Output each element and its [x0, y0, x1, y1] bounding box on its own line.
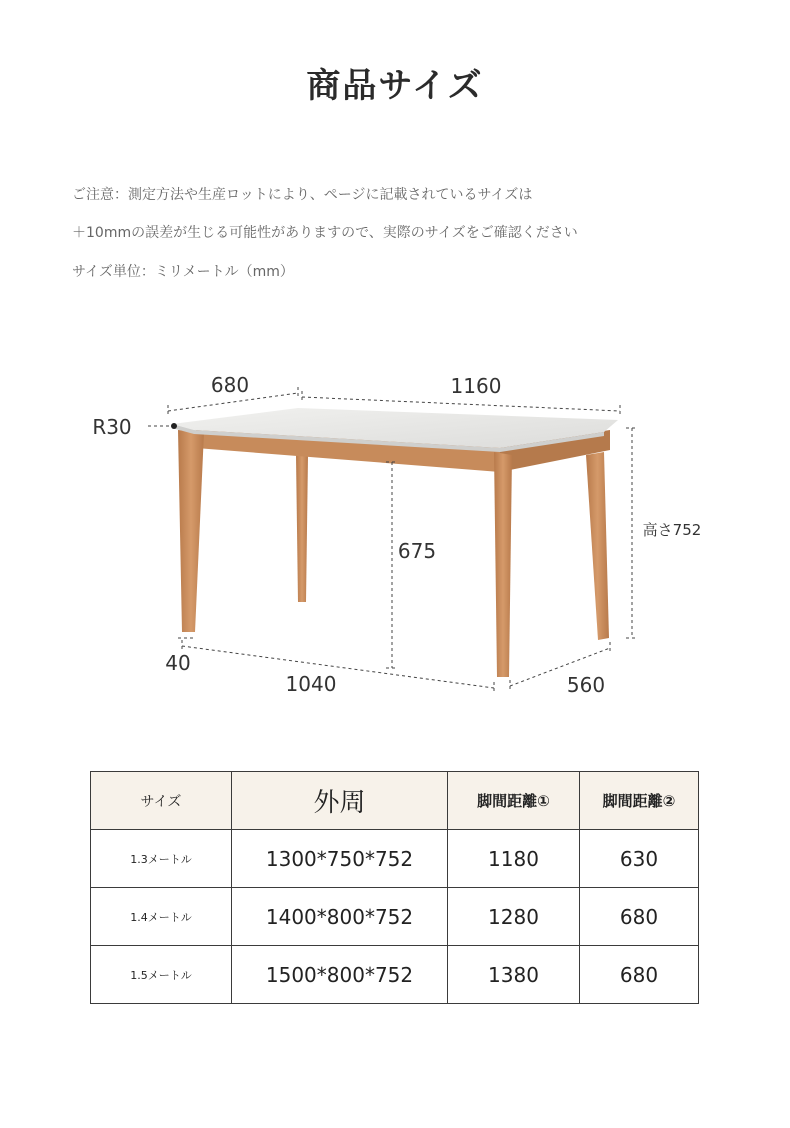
page-title: 商品サイズ [306, 66, 484, 106]
leg-height-label: 675 [397, 539, 437, 563]
note-line-1: ご注意：測定方法や生産ロットにより、ページに記載されているサイズは [72, 187, 533, 203]
header-outer-dimensions: 外周 [232, 772, 448, 830]
corner-radius-label: R30 [92, 415, 132, 439]
row-leg-distance-1: 1180 [448, 830, 580, 888]
table-dimension-diagram [0, 360, 790, 710]
row-outer-dimensions: 1500*800*752 [232, 946, 448, 1004]
row-outer-dimensions: 1300*750*752 [232, 830, 448, 888]
row-leg-distance-2: 630 [580, 830, 699, 888]
front-left-leg [178, 430, 204, 632]
depth-top-label: 680 [210, 373, 250, 397]
table-header-row [91, 772, 699, 830]
note-line-2: ＋10mmの誤差が生じる可能性がありますので、実際のサイズをご確認ください [72, 225, 578, 241]
leg-span-length-label: 1040 [285, 672, 337, 696]
row-leg-distance-1: 1380 [448, 946, 580, 1004]
header-leg-distance-1: 脚間距離① [448, 772, 580, 830]
size-table [90, 771, 699, 1004]
leg-width-label: 40 [165, 651, 191, 675]
row-leg-distance-1: 1280 [448, 888, 580, 946]
back-left-leg [296, 455, 308, 602]
table-row [91, 830, 699, 888]
width-top-label: 1160 [450, 374, 502, 398]
table-row [91, 888, 699, 946]
note-line-3: サイズ単位：ミリメートル（mm） [72, 264, 294, 280]
header-size: サイズ [91, 772, 232, 830]
row-size-label: 1.4メートル [91, 888, 232, 946]
front-right-leg [494, 452, 512, 677]
leg-span-depth-label: 560 [566, 673, 606, 697]
row-size-label: 1.5メートル [91, 946, 232, 1004]
table-row [91, 946, 699, 1004]
height-label: 高さ752 [642, 521, 702, 539]
row-leg-distance-2: 680 [580, 888, 699, 946]
row-size-label: 1.3メートル [91, 830, 232, 888]
header-leg-distance-2: 脚間距離② [580, 772, 699, 830]
row-leg-distance-2: 680 [580, 946, 699, 1004]
back-right-leg [586, 452, 609, 640]
row-outer-dimensions: 1400*800*752 [232, 888, 448, 946]
corner-radius-marker [171, 423, 177, 429]
